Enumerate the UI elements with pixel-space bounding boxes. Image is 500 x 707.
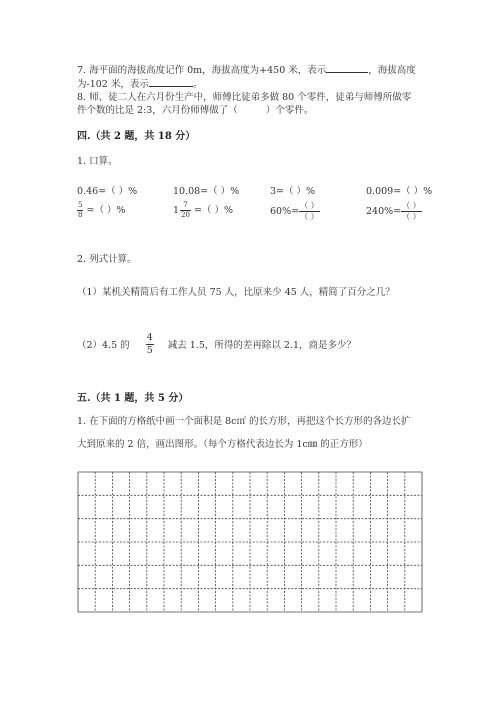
q2-2-text-b: 减去 1.5，所得的差再除以 2.1，商是多少？ (167, 340, 356, 351)
q2-2-text-a: （2）4.5 的 (77, 340, 130, 351)
grid-paper[interactable] (77, 471, 423, 616)
frac-denominator: 5 (146, 344, 153, 356)
frac-numerator: 5 (78, 201, 83, 209)
section4-q2-2 (77, 333, 356, 355)
section5-line2: 大到原来的 2 倍，画出图形。（每个方格代表边长为 1c㎜ 的正方形） (77, 439, 368, 450)
oral-calc-4: 0.009=（ ）% (366, 186, 433, 197)
q8-text-b: ）个零件。 (265, 105, 314, 116)
fraction-5-8 (77, 202, 83, 219)
q7-line2 (77, 76, 202, 90)
oral-calc-5 (77, 202, 126, 219)
oral-calc-6-rest: =（ ）% (194, 205, 234, 216)
q7-line1 (77, 62, 416, 76)
oral-calc-5-rest: =（ ）% (86, 205, 126, 216)
section5-line1: 1. 在下面的方格纸中画一个面积是 8c㎡ 的长方形，再把这个长方形的各边长扩 (77, 416, 411, 427)
q7-text-b: ，海拔高度 (368, 65, 416, 76)
q8-text-a: 件个数的比是 2:3，六月份师傅做了（ (77, 105, 238, 116)
oral-calc-8-pre: 240%= (366, 206, 402, 217)
oral-calc-3: 3=（ ）% (270, 186, 316, 197)
q7-blank-2[interactable] (149, 77, 193, 87)
mixed-number (173, 202, 191, 219)
section4-q2-1: （1）某机关精简后有工作人员 75 人，比原来少 45 人，精简了百分之几？ (77, 287, 395, 298)
oral-calc-7 (270, 202, 320, 221)
frac-numerator: 7 (183, 201, 188, 209)
q7-text-d: 。 (192, 79, 203, 90)
frac-numerator: （ ） (300, 201, 319, 210)
frac-denominator: （ ） (402, 212, 421, 221)
q8-line2 (77, 102, 313, 116)
frac-numerator: （ ） (402, 201, 421, 210)
frac-numerator: 4 (146, 332, 153, 343)
oral-calc-1: 0.46=（ ）% (77, 186, 138, 197)
section4-title: 四.（共 2 题，共 18 分） (77, 131, 196, 142)
section5-title: 五.（共 1 题，共 5 分） (77, 393, 189, 404)
oral-calc-8 (366, 202, 422, 221)
q7-text-a: 7. 海平面的海拔高度记作 0m，海拔高度为+450 米，表示 (77, 65, 327, 76)
frac-denominator: 8 (78, 211, 83, 219)
fraction-blank[interactable] (299, 202, 320, 221)
oral-calc-6 (173, 202, 233, 219)
frac-denominator: （ ） (300, 212, 319, 221)
section4-q1-title: 1. 口算。 (77, 156, 118, 167)
oral-calc-2: 10.08=（ ）% (173, 186, 240, 197)
q7-text-c: 为-102 米，表示 (77, 79, 149, 90)
fraction-4-5 (146, 333, 154, 355)
fraction-blank[interactable] (401, 202, 422, 221)
oral-calc-7-pre: 60%= (270, 206, 300, 217)
grid-paper-svg[interactable] (77, 471, 423, 613)
mixed-whole: 1 (173, 205, 180, 216)
section4-q2-title: 2. 列式计算。 (77, 254, 137, 265)
fraction-7-20 (180, 202, 191, 219)
q8-line1: 8. 师、徒二人在六月份生产中，师傅比徒弟多做 80 个零件，徒弟与师傅所做零 (77, 92, 412, 103)
q7-blank-1[interactable] (326, 63, 368, 73)
frac-denominator: 20 (181, 211, 190, 219)
